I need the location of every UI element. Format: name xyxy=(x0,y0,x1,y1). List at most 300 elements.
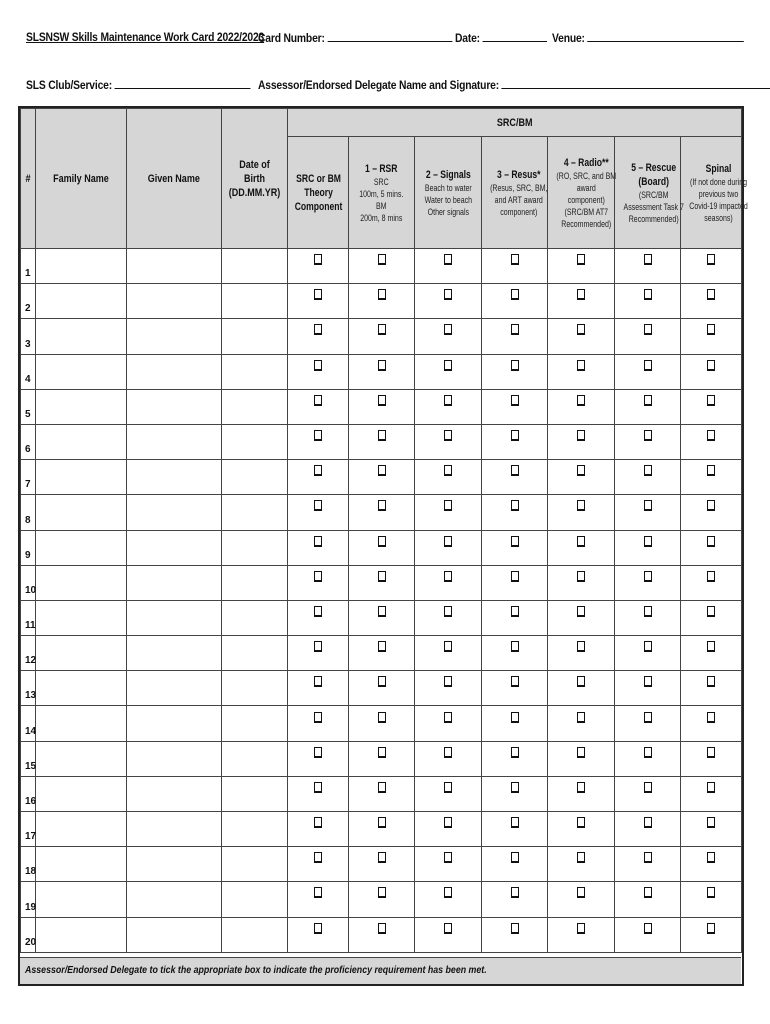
checkbox[interactable] xyxy=(378,782,386,793)
checkbox[interactable] xyxy=(444,254,452,265)
checkbox[interactable] xyxy=(577,712,585,723)
given-name-cell[interactable] xyxy=(127,847,222,882)
checkbox[interactable] xyxy=(378,360,386,371)
family-name-cell[interactable] xyxy=(36,917,127,952)
skill-checkbox-cell xyxy=(415,460,482,495)
skill-checkbox-cell xyxy=(415,354,482,389)
given-name-cell[interactable] xyxy=(127,776,222,811)
skill-checkbox-cell xyxy=(482,776,548,811)
checkbox[interactable] xyxy=(511,571,519,582)
given-name-cell[interactable] xyxy=(127,284,222,319)
given-name-cell[interactable] xyxy=(127,671,222,706)
checkbox[interactable] xyxy=(644,571,652,582)
checkbox[interactable] xyxy=(577,817,585,828)
checkbox[interactable] xyxy=(511,430,519,441)
checkbox[interactable] xyxy=(644,360,652,371)
dob-cell[interactable] xyxy=(222,530,288,565)
dob-cell[interactable] xyxy=(222,776,288,811)
skill-checkbox-cell xyxy=(349,636,415,671)
checkbox[interactable] xyxy=(314,676,322,687)
skill-checkbox-cell xyxy=(615,495,681,530)
skill-checkbox-cell xyxy=(482,812,548,847)
checkbox[interactable] xyxy=(314,324,322,335)
given-name-cell[interactable] xyxy=(127,389,222,424)
skill-checkbox-cell xyxy=(415,706,482,741)
checkbox[interactable] xyxy=(707,852,715,863)
family-name-cell[interactable] xyxy=(36,741,127,776)
row-number: 20 xyxy=(21,917,36,952)
skill-checkbox-cell xyxy=(288,460,349,495)
checkbox[interactable] xyxy=(511,606,519,617)
checkbox[interactable] xyxy=(314,606,322,617)
checkbox[interactable] xyxy=(577,641,585,652)
family-name-cell[interactable] xyxy=(36,812,127,847)
dob-cell[interactable] xyxy=(222,847,288,882)
checkbox[interactable] xyxy=(511,852,519,863)
checkbox[interactable] xyxy=(577,923,585,934)
checkbox[interactable] xyxy=(577,747,585,758)
date-label: Date: xyxy=(455,31,480,45)
dob-cell[interactable] xyxy=(222,319,288,354)
skill-checkbox-cell xyxy=(288,495,349,530)
checkbox[interactable] xyxy=(644,712,652,723)
dob-cell[interactable] xyxy=(222,389,288,424)
checkbox[interactable] xyxy=(511,641,519,652)
checkbox[interactable] xyxy=(444,465,452,476)
checkbox[interactable] xyxy=(378,887,386,898)
table-row xyxy=(21,424,742,459)
checkbox[interactable] xyxy=(444,852,452,863)
skill-checkbox-cell xyxy=(349,460,415,495)
row-number: 16 xyxy=(21,776,36,811)
checkbox[interactable] xyxy=(577,536,585,547)
checkbox[interactable] xyxy=(444,887,452,898)
skill-checkbox-cell xyxy=(681,389,742,424)
row-number: 7 xyxy=(21,460,36,495)
skill-checkbox-cell xyxy=(548,249,615,284)
checkbox[interactable] xyxy=(378,465,386,476)
dob-cell[interactable] xyxy=(222,495,288,530)
checkbox[interactable] xyxy=(577,676,585,687)
checkbox[interactable] xyxy=(577,395,585,406)
checkbox[interactable] xyxy=(644,536,652,547)
skill-heading: 2 – Signals xyxy=(425,168,471,181)
checkbox[interactable] xyxy=(644,852,652,863)
skill-heading: 5 – Rescue xyxy=(631,161,677,174)
checkbox[interactable] xyxy=(644,641,652,652)
skill-checkbox-cell xyxy=(415,530,482,565)
card-number-field[interactable] xyxy=(258,30,452,45)
date-field[interactable] xyxy=(455,30,547,45)
checkbox[interactable] xyxy=(444,536,452,547)
table-row xyxy=(21,319,742,354)
skill-checkbox-cell xyxy=(288,389,349,424)
family-name-cell[interactable] xyxy=(36,354,127,389)
checkbox[interactable] xyxy=(707,536,715,547)
checkbox[interactable] xyxy=(577,360,585,371)
skill-checkbox-cell xyxy=(288,847,349,882)
skill-checkbox-cell xyxy=(615,706,681,741)
checkbox[interactable] xyxy=(511,536,519,547)
checkbox[interactable] xyxy=(644,500,652,511)
checkbox[interactable] xyxy=(644,923,652,934)
checkbox[interactable] xyxy=(644,606,652,617)
checkbox[interactable] xyxy=(378,817,386,828)
checkbox[interactable] xyxy=(378,641,386,652)
checkbox[interactable] xyxy=(644,395,652,406)
given-name-cell[interactable] xyxy=(127,249,222,284)
skill-checkbox-cell xyxy=(681,847,742,882)
checkbox[interactable] xyxy=(314,747,322,758)
skill-subtext: Water to beach xyxy=(424,194,472,205)
checkbox[interactable] xyxy=(444,324,452,335)
checkbox[interactable] xyxy=(577,465,585,476)
checkbox[interactable] xyxy=(314,500,322,511)
checkbox[interactable] xyxy=(378,712,386,723)
checkbox[interactable] xyxy=(707,500,715,511)
checkbox[interactable] xyxy=(707,923,715,934)
assessor-field[interactable] xyxy=(258,77,770,92)
checkbox[interactable] xyxy=(314,430,322,441)
skill-checkbox-cell xyxy=(615,284,681,319)
checkbox[interactable] xyxy=(378,324,386,335)
skill-checkbox-cell xyxy=(288,424,349,459)
col-header-family-name: Family Name xyxy=(36,109,127,249)
col-header-skill-2 xyxy=(415,137,482,249)
checkbox[interactable] xyxy=(444,817,452,828)
checkbox[interactable] xyxy=(511,747,519,758)
checkbox[interactable] xyxy=(644,254,652,265)
checkbox[interactable] xyxy=(707,324,715,335)
checkbox[interactable] xyxy=(378,606,386,617)
checkbox[interactable] xyxy=(378,852,386,863)
dob-cell[interactable] xyxy=(222,249,288,284)
family-name-cell[interactable] xyxy=(36,460,127,495)
form-title-text: SLSNSW Skills Maintenance Work Card 2022/2023 xyxy=(26,30,265,44)
skill-checkbox-cell xyxy=(681,882,742,917)
checkbox[interactable] xyxy=(444,747,452,758)
checkbox[interactable] xyxy=(577,571,585,582)
checkbox[interactable] xyxy=(314,254,322,265)
given-name-cell[interactable] xyxy=(127,741,222,776)
checkbox[interactable] xyxy=(314,465,322,476)
row-number: 6 xyxy=(21,424,36,459)
table-row xyxy=(21,671,742,706)
skill-checkbox-cell xyxy=(415,284,482,319)
row-number: 12 xyxy=(21,636,36,671)
checkbox[interactable] xyxy=(511,254,519,265)
checkbox[interactable] xyxy=(511,500,519,511)
family-name-cell[interactable] xyxy=(36,882,127,917)
skill-checkbox-cell xyxy=(681,776,742,811)
skill-checkbox-cell xyxy=(288,249,349,284)
checkbox[interactable] xyxy=(644,289,652,300)
family-name-cell[interactable] xyxy=(36,847,127,882)
checkbox[interactable] xyxy=(707,430,715,441)
family-name-cell[interactable] xyxy=(36,284,127,319)
checkbox[interactable] xyxy=(314,641,322,652)
checkbox[interactable] xyxy=(644,817,652,828)
club-field[interactable] xyxy=(26,77,251,92)
family-name-cell[interactable] xyxy=(36,319,127,354)
checkbox[interactable] xyxy=(444,923,452,934)
col-header-dob: Date of Birth (DD.MM.YR) xyxy=(222,109,288,249)
checkbox[interactable] xyxy=(378,747,386,758)
given-name-cell[interactable] xyxy=(127,354,222,389)
checkbox[interactable] xyxy=(444,641,452,652)
checkbox[interactable] xyxy=(444,712,452,723)
given-name-cell[interactable] xyxy=(127,565,222,600)
checkbox[interactable] xyxy=(378,923,386,934)
given-name-cell[interactable] xyxy=(127,917,222,952)
checkbox[interactable] xyxy=(378,500,386,511)
skill-checkbox-cell xyxy=(615,600,681,635)
checkbox[interactable] xyxy=(314,571,322,582)
checkbox[interactable] xyxy=(577,887,585,898)
family-name-cell[interactable] xyxy=(36,530,127,565)
checkbox[interactable] xyxy=(314,887,322,898)
dob-cell[interactable] xyxy=(222,706,288,741)
family-name-cell[interactable] xyxy=(36,389,127,424)
row-number: 5 xyxy=(21,389,36,424)
skill-checkbox-cell xyxy=(349,424,415,459)
skill-checkbox-cell xyxy=(482,847,548,882)
checkbox[interactable] xyxy=(378,289,386,300)
checkbox[interactable] xyxy=(444,571,452,582)
checkbox[interactable] xyxy=(444,360,452,371)
dob-cell[interactable] xyxy=(222,741,288,776)
skill-checkbox-cell xyxy=(548,882,615,917)
family-name-cell[interactable] xyxy=(36,706,127,741)
checkbox[interactable] xyxy=(378,571,386,582)
skill-subtext: award xyxy=(576,182,596,193)
given-name-cell[interactable] xyxy=(127,460,222,495)
table-row xyxy=(21,706,742,741)
checkbox[interactable] xyxy=(444,606,452,617)
table-row xyxy=(21,917,742,952)
card-number-label: Card Number: xyxy=(258,31,325,45)
checkbox[interactable] xyxy=(644,747,652,758)
table-row xyxy=(21,812,742,847)
dob-cell[interactable] xyxy=(222,882,288,917)
checkbox[interactable] xyxy=(577,606,585,617)
checkbox[interactable] xyxy=(577,324,585,335)
row-number: 2 xyxy=(21,284,36,319)
venue-line[interactable] xyxy=(588,30,745,42)
row-number: 4 xyxy=(21,354,36,389)
checkbox[interactable] xyxy=(511,923,519,934)
given-name-cell[interactable] xyxy=(127,600,222,635)
skill-checkbox-cell xyxy=(415,776,482,811)
checkbox[interactable] xyxy=(707,289,715,300)
checkbox[interactable] xyxy=(378,395,386,406)
card-number-line[interactable] xyxy=(327,30,452,42)
checkbox[interactable] xyxy=(314,395,322,406)
dob-cell[interactable] xyxy=(222,917,288,952)
checkbox[interactable] xyxy=(577,430,585,441)
given-name-cell[interactable] xyxy=(127,812,222,847)
skill-checkbox-cell xyxy=(681,812,742,847)
dob-cell[interactable] xyxy=(222,600,288,635)
checkbox[interactable] xyxy=(511,360,519,371)
family-name-cell[interactable] xyxy=(36,636,127,671)
skill-checkbox-cell xyxy=(482,319,548,354)
checkbox[interactable] xyxy=(314,923,322,934)
skill-heading: Component xyxy=(294,200,343,213)
table-row xyxy=(21,389,742,424)
checkbox[interactable] xyxy=(707,747,715,758)
skill-checkbox-cell xyxy=(482,706,548,741)
checkbox[interactable] xyxy=(707,254,715,265)
assessor-line[interactable] xyxy=(502,77,770,89)
checkbox[interactable] xyxy=(644,465,652,476)
dob-cell[interactable] xyxy=(222,812,288,847)
skill-subtext: seasons) xyxy=(704,212,733,223)
dob-cell[interactable] xyxy=(222,354,288,389)
checkbox[interactable] xyxy=(644,324,652,335)
family-name-cell[interactable] xyxy=(36,495,127,530)
given-name-cell[interactable] xyxy=(127,424,222,459)
skill-checkbox-cell xyxy=(548,319,615,354)
checkbox[interactable] xyxy=(314,852,322,863)
checkbox[interactable] xyxy=(577,852,585,863)
checkbox[interactable] xyxy=(644,676,652,687)
checkbox[interactable] xyxy=(444,289,452,300)
skill-checkbox-cell xyxy=(548,565,615,600)
checkbox[interactable] xyxy=(577,782,585,793)
dob-cell[interactable] xyxy=(222,636,288,671)
checkbox[interactable] xyxy=(707,887,715,898)
skill-subtext: 200m, 8 mins xyxy=(360,212,403,223)
checkbox[interactable] xyxy=(378,676,386,687)
col-header-given-name: Given Name xyxy=(127,109,222,249)
family-name-cell[interactable] xyxy=(36,424,127,459)
given-name-cell[interactable] xyxy=(127,495,222,530)
checkbox[interactable] xyxy=(707,712,715,723)
checkbox[interactable] xyxy=(444,500,452,511)
skill-checkbox-cell xyxy=(349,776,415,811)
skill-checkbox-cell xyxy=(349,706,415,741)
family-name-cell[interactable] xyxy=(36,776,127,811)
checkbox[interactable] xyxy=(314,782,322,793)
checkbox[interactable] xyxy=(577,254,585,265)
family-name-cell[interactable] xyxy=(36,600,127,635)
checkbox[interactable] xyxy=(511,465,519,476)
skill-checkbox-cell xyxy=(349,354,415,389)
checkbox[interactable] xyxy=(707,571,715,582)
checkbox[interactable] xyxy=(511,817,519,828)
checkbox[interactable] xyxy=(577,500,585,511)
skill-checkbox-cell xyxy=(681,354,742,389)
skill-checkbox-cell xyxy=(615,319,681,354)
family-name-cell[interactable] xyxy=(36,671,127,706)
skill-checkbox-cell xyxy=(681,565,742,600)
checkbox[interactable] xyxy=(511,712,519,723)
checkbox[interactable] xyxy=(444,395,452,406)
club-line[interactable] xyxy=(115,77,251,89)
date-line[interactable] xyxy=(483,30,547,42)
given-name-cell[interactable] xyxy=(127,530,222,565)
checkbox[interactable] xyxy=(707,641,715,652)
checkbox[interactable] xyxy=(444,430,452,441)
checkbox[interactable] xyxy=(378,536,386,547)
dob-cell[interactable] xyxy=(222,460,288,495)
checkbox[interactable] xyxy=(707,606,715,617)
checkbox[interactable] xyxy=(707,395,715,406)
checkbox[interactable] xyxy=(644,782,652,793)
group-header-src-bm: SRC/BM xyxy=(288,109,742,137)
given-name-cell[interactable] xyxy=(127,636,222,671)
skill-subtext: 100m, 5 mins. xyxy=(359,188,404,199)
skill-checkbox-cell xyxy=(349,847,415,882)
checkbox[interactable] xyxy=(707,782,715,793)
skill-heading: SRC or BM xyxy=(296,172,341,185)
checkbox[interactable] xyxy=(511,324,519,335)
col-header-skill-5 xyxy=(615,137,684,249)
skill-checkbox-cell xyxy=(615,249,681,284)
checkbox[interactable] xyxy=(378,254,386,265)
col-header-skill-6 xyxy=(681,137,748,249)
checkbox[interactable] xyxy=(314,536,322,547)
skill-checkbox-cell xyxy=(548,776,615,811)
checkbox[interactable] xyxy=(511,887,519,898)
skill-checkbox-cell xyxy=(288,600,349,635)
dob-cell[interactable] xyxy=(222,671,288,706)
checkbox[interactable] xyxy=(314,289,322,300)
skill-subtext: BM xyxy=(376,200,387,211)
checkbox[interactable] xyxy=(511,289,519,300)
checkbox[interactable] xyxy=(444,676,452,687)
checkbox[interactable] xyxy=(707,360,715,371)
skill-checkbox-cell xyxy=(615,565,681,600)
checkbox[interactable] xyxy=(314,360,322,371)
skill-checkbox-cell xyxy=(349,812,415,847)
checkbox[interactable] xyxy=(511,676,519,687)
family-name-cell[interactable] xyxy=(36,249,127,284)
venue-field[interactable] xyxy=(552,30,744,45)
dob-cell[interactable] xyxy=(222,424,288,459)
checkbox[interactable] xyxy=(644,430,652,441)
checkbox[interactable] xyxy=(707,676,715,687)
skill-subtext: (Resus, SRC, BM, xyxy=(490,182,548,193)
checkbox[interactable] xyxy=(707,465,715,476)
checkbox[interactable] xyxy=(707,817,715,828)
checkbox[interactable] xyxy=(577,289,585,300)
given-name-cell[interactable] xyxy=(127,319,222,354)
checkbox[interactable] xyxy=(314,817,322,828)
skill-checkbox-cell xyxy=(681,424,742,459)
skill-checkbox-cell xyxy=(681,460,742,495)
dob-cell[interactable] xyxy=(222,284,288,319)
checkbox[interactable] xyxy=(444,782,452,793)
skill-checkbox-cell xyxy=(548,424,615,459)
given-name-cell[interactable] xyxy=(127,882,222,917)
checkbox[interactable] xyxy=(314,712,322,723)
table-row xyxy=(21,600,742,635)
skill-checkbox-cell xyxy=(615,460,681,495)
dob-cell[interactable] xyxy=(222,565,288,600)
checkbox[interactable] xyxy=(511,782,519,793)
skill-checkbox-cell xyxy=(482,495,548,530)
checkbox[interactable] xyxy=(378,430,386,441)
work-card-table xyxy=(18,106,748,986)
skill-subtext: SRC xyxy=(374,176,389,187)
checkbox[interactable] xyxy=(644,887,652,898)
skill-checkbox-cell xyxy=(681,741,742,776)
family-name-cell[interactable] xyxy=(36,565,127,600)
given-name-cell[interactable] xyxy=(127,706,222,741)
checkbox[interactable] xyxy=(511,395,519,406)
